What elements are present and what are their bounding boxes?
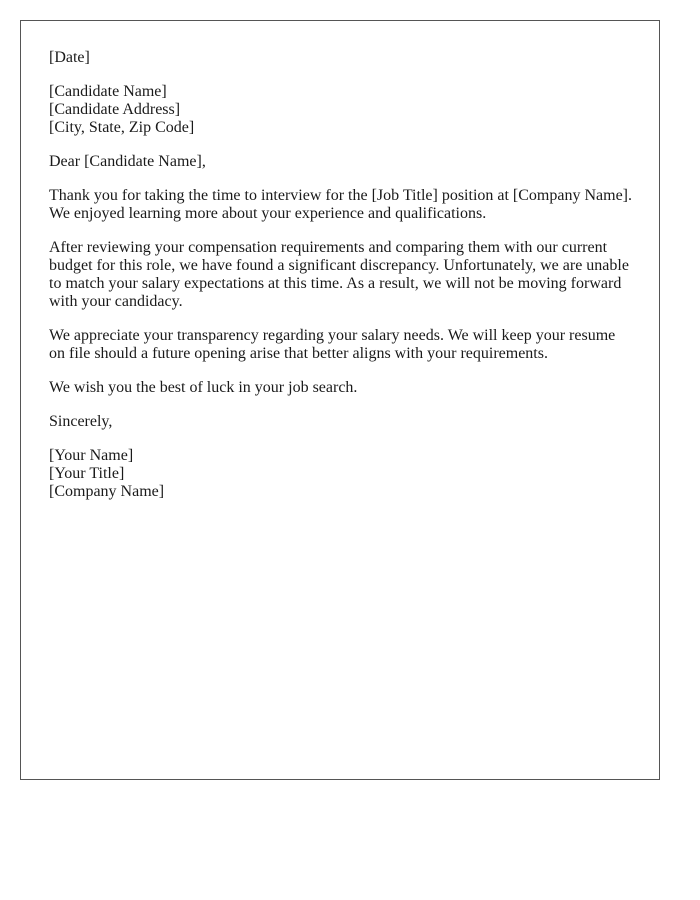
- paragraph-line: with your candidacy.: [49, 293, 183, 310]
- signer-title: [Your Title]: [49, 465, 125, 482]
- recipient-address-block: [49, 83, 635, 137]
- paragraph-appreciation: [49, 327, 635, 363]
- salutation: Dear [Candidate Name],: [49, 153, 206, 170]
- paragraph-well-wishes: [49, 379, 635, 397]
- recipient-city-state-zip: [City, State, Zip Code]: [49, 119, 195, 136]
- signer-name: [Your Name]: [49, 447, 134, 464]
- closing: Sincerely,: [49, 413, 113, 430]
- recipient-name: [Candidate Name]: [49, 83, 167, 100]
- paragraph-line: on file should a future opening arise that better aligns with your requirements.: [49, 345, 548, 362]
- paragraph-line: We appreciate your transparency regarding your salary needs. We will keep your resume: [49, 327, 616, 344]
- paragraph-line: budget for this role, we have found a significant discrepancy. Unfortunately, we are unable: [49, 257, 629, 274]
- letter-body: [49, 49, 635, 517]
- paragraph-line: Thank you for taking the time to interview for the [Job Title] position at [Company Name].: [49, 187, 633, 204]
- signature-block: [49, 447, 635, 501]
- paragraph-line: We wish you the best of luck in your job search.: [49, 379, 358, 396]
- salutation-block: [49, 153, 635, 171]
- date-block: [49, 49, 635, 67]
- letter-date: [Date]: [49, 49, 90, 66]
- paragraph-intro: [49, 187, 635, 223]
- letter-page: [20, 20, 660, 780]
- closing-block: [49, 413, 635, 431]
- paragraph-line: After reviewing your compensation requirements and comparing them with our current: [49, 239, 608, 256]
- signer-company: [Company Name]: [49, 483, 165, 500]
- recipient-address: [Candidate Address]: [49, 101, 181, 118]
- paragraph-line: We enjoyed learning more about your experience and qualifications.: [49, 205, 487, 222]
- paragraph-line: to match your salary expectations at this time. As a result, we will not be moving forward: [49, 275, 622, 292]
- paragraph-decision: [49, 239, 635, 311]
